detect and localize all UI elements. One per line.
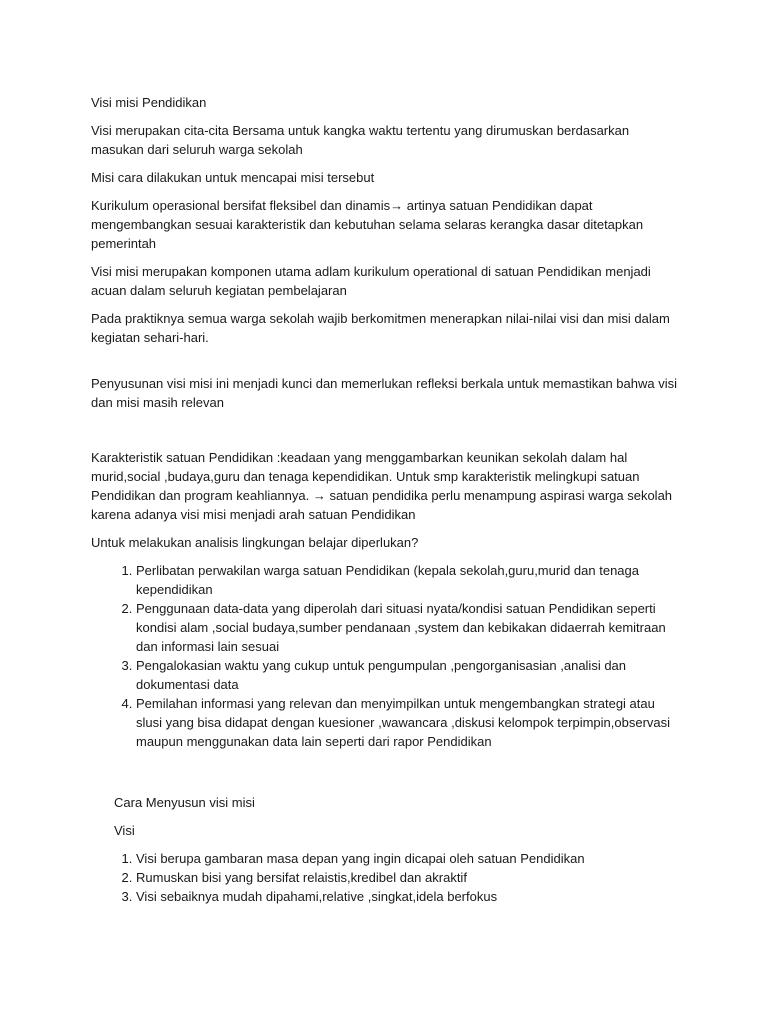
document-body <box>91 93 681 915</box>
list-analisis <box>91 561 681 751</box>
section-label-visi: Visi <box>114 823 135 838</box>
list-item: 4. Pemilahan informasi yang relevan dan menyimpilkan untuk mengembangkan strategi atau slusi yang bisa didapat dengan kuesioner ,wawancara ,diskusi kelompok terpimpin,observasi maupun menggunakan data lain seperti dari rapor Pendidikan <box>136 694 681 751</box>
list-visi <box>91 849 681 906</box>
list-item: 1. Perlibatan perwakilan warga satuan Pendidikan (kepala sekolah,guru,murid dan tenaga kependidikan <box>136 561 681 599</box>
section-title-cara: Cara Menyusun visi misi <box>114 795 255 810</box>
paragraph-analisis: Untuk melakukan analisis lingkungan belajar diperlukan? <box>91 535 419 550</box>
paragraph-penyusunan: Penyusunan visi misi ini menjadi kunci dan memerlukan refleksi berkala untuk memastikan bahwa visi dan misi masih relevan <box>91 376 677 410</box>
paragraph-misi: Misi cara dilakukan untuk mencapai misi tersebut <box>91 170 375 185</box>
list-item: 2. Penggunaan data-data yang diperolah dari situasi nyata/kondisi satuan Pendidikan seperti kondisi alam ,social budaya,sumber pendanaan ,system dan kebikakan didaerrah kemitraan dan informasi lain sesuai <box>136 599 681 656</box>
list-item: 2. Rumuskan bisi yang bersifat relaistis,kredibel dan akraktif <box>136 868 681 887</box>
paragraph-kurikulum: Kurikulum operasional bersifat fleksibel dan dinamis→ artinya satuan Pendidikan dapat mengembangkan sesuai karakteristik dan kebutuhan selama selaras kerangka dasar ditetapkan pemerintah <box>91 198 644 251</box>
list-item: 3. Visi sebaiknya mudah dipahami,relative ,singkat,idela berfokus <box>136 887 681 906</box>
paragraph-karakteristik: Karakteristik satuan Pendidikan :keadaan yang menggambarkan keunikan sekolah dalam hal murid,social ,budaya,guru dan tenaga kependidikan. Untuk smp karakteristik melingkupi satuan Pendidikan dan program keahliannya. → satuan pendidika perlu menampung aspirasi warga sekolah karena adanya visi misi menjadi arah satuan Pendidikan <box>91 450 673 522</box>
list-item: 3. Pengalokasian waktu yang cukup untuk pengumpulan ,pengorganisasian ,analisi dan dokumentasi data <box>136 656 681 694</box>
list-item: 1. Visi berupa gambaran masa depan yang ingin dicapai oleh satuan Pendidikan <box>136 849 681 868</box>
document-title: Visi misi Pendidikan <box>91 95 207 110</box>
paragraph-visi: Visi merupakan cita-cita Bersama untuk kangka waktu tertentu yang dirumuskan berdasarkan masukan dari seluruh warga sekolah <box>91 123 630 157</box>
paragraph-praktik: Pada praktiknya semua warga sekolah wajib berkomitmen menerapkan nilai-nilai visi dan misi dalam kegiatan sehari-hari. <box>91 311 670 345</box>
paragraph-komponen: Visi misi merupakan komponen utama adlam kurikulum operational di satuan Pendidikan menjadi acuan dalam seluruh kegiatan pembelajaran <box>91 264 651 298</box>
